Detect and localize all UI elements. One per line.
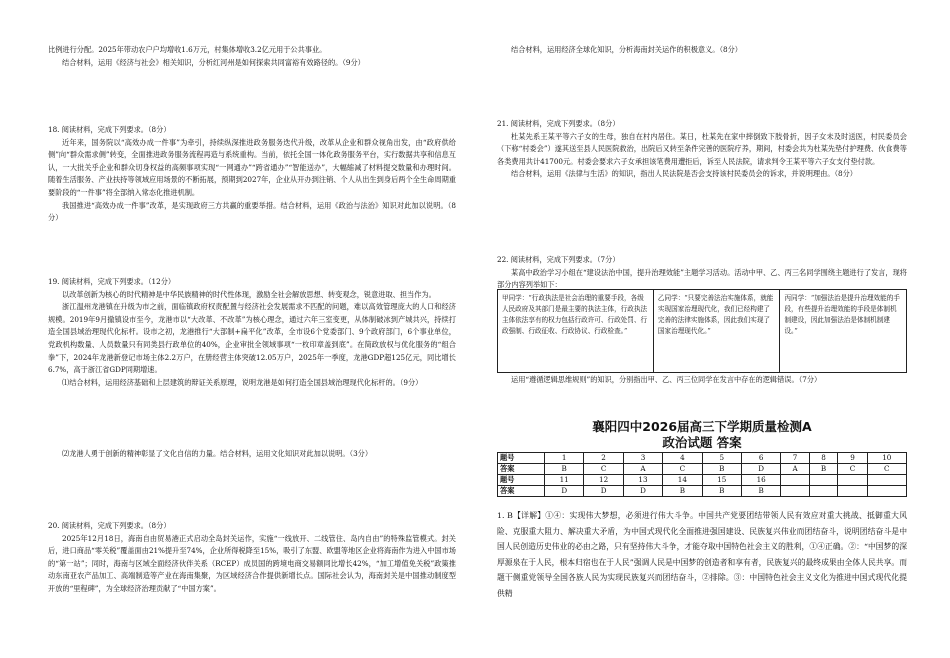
- table-cell: 8: [809, 453, 838, 464]
- question-title: 18. 阅读材料，完成下列要求。（8分）: [48, 125, 171, 134]
- table-cell: 9: [838, 453, 867, 464]
- table-cell: B: [809, 464, 838, 475]
- question-title: 19. 阅读材料，完成下列要求。（12分）: [48, 277, 176, 286]
- table-cell: 3: [623, 453, 662, 464]
- table-cell: C: [584, 464, 623, 475]
- table-header-cell: 题号: [498, 453, 545, 464]
- material-paragraph: 近年来，国务院以“高效办成一件事”为牵引，持续纵深推进政务服务迭代升级，改革从企业和群众视角出发，由“政府供给侧”向“群众需求侧”转变，全面推进政务服务流程再造与系统重构。当前，依托全国一体化政务服务平台，实行数据共享和信息互认，一大批关乎企业和群众切身权益的高频事项实现“一网通办”“跨省通办”“智能送办”，大幅缩减了材料提交数量和办理时间。随着生活服务、产业扶持等领域应用场景的不断拓展，预期到2027年，企业从开办到注销、个人从出生到身后两个全生命周期重要阶段的“一件事”将全部纳入常态化推进机制。: [48, 137, 456, 197]
- table-cell: C: [838, 464, 867, 475]
- table-cell: D: [741, 464, 780, 475]
- table-cell: [809, 475, 838, 486]
- sub-question: ⑵龙港人勇于创新的精神彰显了文化自信的力量。结合材料，运用文化知识对此加以说明。（3分）: [62, 449, 373, 458]
- question-22: [497, 254, 907, 292]
- table-header-cell: 题号: [498, 475, 545, 486]
- table-cell: B: [663, 486, 702, 497]
- table-cell: 1: [545, 453, 584, 464]
- table-cell: 12: [584, 475, 623, 486]
- table-cell: 14: [663, 475, 702, 486]
- material-paragraph: 以改革创新为核心的时代精神是中华民族精神的时代性体现，激励全社会解放思想、转变观念，锐意进取、担当作为。: [62, 289, 436, 299]
- table-header-cell: 答案: [498, 464, 545, 475]
- answer-table: [497, 452, 907, 497]
- text-line: 比例进行分配。2025年带动农户户均增收1.6万元，村集体增收3.2亿元用于公共事业。: [48, 45, 327, 54]
- table-cell: [781, 486, 809, 497]
- right-top-text: [497, 44, 907, 57]
- statement-jia: 甲同学：“行政执法是社会治理的重要手段，各级人民政府及其部门是最主要的执法主体，行政执法主体依法享有的权力包括行政许可、行政处罚、行政强制、行政征收、行政协议、行政检查。”: [502, 294, 648, 335]
- student-statements-box: [497, 289, 907, 373]
- table-cell: B: [702, 486, 741, 497]
- table-cell: 11: [545, 475, 584, 486]
- table-cell: D: [584, 486, 623, 497]
- table-cell: D: [545, 486, 584, 497]
- material-paragraph: 杜某先系王某平等六子女的生母，独自在村内居住。某日，杜某先在家中摔倒致下肢骨折，因子女未及时送医，村民委员会（下称“村委会”）遂其送至县人民医院救治，出院后又转至条件完善的医院疗养，期间，村委会共为杜某先垫付护理费、伙食费等各类费用共计41700元。村委会要求六子女承担该笔费用遭拒后，诉至人民法院，请求判令王某平等六子女支付垫付款。: [497, 131, 907, 166]
- question-21: [497, 118, 907, 181]
- table-cell: B: [741, 486, 780, 497]
- explanation-paragraph: 1. B【详解】①④：实现伟大梦想，必须进行伟大斗争。中国共产党要团结带领人民有效应对重大挑战、抵御重大风险、克服重大阻力、解决重大矛盾，为中国式现代化全面推进强国建设、民族复兴伟业而团结奋斗，说明团结奋斗是中国人民创造历史伟业的必由之路，只有坚持伟大斗争，才能夺取中国特色社会主义的胜利，①④正确。②：“中国梦的深厚源泉在于人民，根本归宿也在于人民”强调人民是中国梦的创造者和享有者，民族复兴的最终成果由全体人民共享。而题干侧重党领导全国各族人民为实现民族复兴而团结奋斗，②排除。③：中国特色社会主义文化为推进中国式现代化提供精: [497, 511, 907, 598]
- table-cell: 16: [741, 475, 780, 486]
- question-19: [48, 276, 456, 389]
- table-cell: A: [781, 464, 809, 475]
- question-20: [48, 520, 456, 596]
- table-cell: [809, 486, 838, 497]
- material-paragraph: 某高中政治学习小组在“建设法治中国，提升治理效能”主题学习活动。活动中甲、乙、丙三名同学围绕主题进行了发言，现将部分内容列举如下：: [497, 267, 907, 290]
- table-cell: [867, 486, 906, 497]
- table-header-cell: 答案: [498, 486, 545, 497]
- table-cell: B: [545, 464, 584, 475]
- table-row: [498, 486, 907, 497]
- table-row: [498, 464, 907, 475]
- exam-subtitle: 政治试题 答案: [662, 435, 742, 450]
- table-cell: 10: [867, 453, 906, 464]
- question-prompt: 结合材料，运用《法律与生活》的知识，指出人民法院是否会支持该村民委员会的诉求，并说明理由。（8分）: [511, 169, 857, 179]
- question-prompt: 我国推进“高效办成一件事”改革，是实现政府三方共赢的重要举措。结合材料，运用《政治与法治》知识对此加以说明。（8分）: [48, 200, 456, 223]
- question-19-sub2: [48, 448, 456, 461]
- table-cell: [838, 486, 867, 497]
- question-22-prompt: [497, 374, 907, 387]
- material-paragraph: 浙江温州龙港镇在升级为市之前，面临镇政府权责配置与经济社会发展需求不匹配的问题，难以高效管理庞大的人口和经济规模。2019年9月撤镇设市至今，龙港市以“大改革、不改革”为核心理念，通过六年三室变更，从体制破冰到产城共兴，持续打造全国县域治理现代化标杆。设市之初，龙港推行“大部制+扁平化”改革，全市设6个党委部门、9个政府部门，6个事业单位，党政机构数量、人员数量只有同类县行政单位的40%，企业审批全领域事项“一枚印章盖到底”。在简政放权与优化服务的“组合拳”下，2024年龙港新登记市场主体2.2万户，在册经营主体突破12.05万户，2025年一季度，龙港GDP超125亿元，同比增长6.7%，高于浙江省GDP同期增速。: [48, 302, 456, 375]
- table-cell: D: [623, 486, 662, 497]
- answer-explanation: [497, 508, 907, 601]
- question-prompt: 结合材料，运用《经济与社会》相关知识，分析红河州是如何探索共同富裕有效路径的。（9分）: [62, 57, 365, 67]
- table-cell: 5: [702, 453, 741, 464]
- table-cell: C: [867, 464, 906, 475]
- table-cell: 6: [741, 453, 780, 464]
- question-title: 20. 阅读材料，完成下列要求。（8分）: [48, 521, 171, 530]
- table-row: [498, 453, 907, 464]
- exam-title: 襄阳四中2026届高三下学期质量检测A: [592, 419, 812, 434]
- table-cell: [867, 475, 906, 486]
- table-cell: 2: [584, 453, 623, 464]
- statement-bing: 丙同学：“加强法治是提升治理效能的手段，有些提升治理效能的手段是体制机制建设，因此加强法治是体制机制建设。”: [779, 290, 906, 372]
- table-cell: B: [702, 464, 741, 475]
- table-cell: A: [623, 464, 662, 475]
- question-prompt: 结合材料，运用经济全球化知识，分析海南封关运作的积极意义。（8分）: [511, 45, 742, 54]
- material-paragraph: 2025年12月18日，海南自由贸易港正式启动全岛封关运作，实施“一线放开、二线管住、岛内自由”的特殊监管模式。封关后，进口商品“零关税”覆盖面由21%提升至74%，企业所得税降至15%，吸引了东盟、欧盟等地区企业将海南作为进入中国市场的“第一站”；同时，海南与区域全面经济伙伴关系（RCEP）成员国的跨境电商交易额同比增长42%，“加工增值免关税”政策推动东南亚农产品加工、高端制造等产业在海南集聚，为区域经济合作提供新增长点。国际社会认为，海南封关是中国推动制度型开放的“里程碑”，为全球经济治理贡献了“中国方案”。: [48, 533, 456, 593]
- table-cell: C: [663, 464, 702, 475]
- table-cell: 4: [663, 453, 702, 464]
- statement-yi: 乙同学：“只要完善法治实施体系，就能实现国家治理现代化，我们已经构建了完善的法律实施体系，因此我们实现了国家治理现代化。”: [653, 290, 780, 372]
- table-cell: [781, 475, 809, 486]
- question-18: [48, 124, 456, 225]
- table-cell: 7: [781, 453, 809, 464]
- left-top-text: [48, 44, 456, 69]
- table-row: [498, 475, 907, 486]
- table-cell: [838, 475, 867, 486]
- question-prompt: 运用“遵循逻辑思维规则”的知识，分别指出甲、乙、丙三位同学在发言中存在的逻辑错误。（7分）: [511, 375, 822, 384]
- sub-question: ⑴结合材料，运用经济基础和上层建筑的辩证关系原理，说明龙港是如何打造全国县域治理现代化标杆的。（9分）: [62, 377, 423, 387]
- question-title: 21. 阅读材料，完成下列要求。（8分）: [497, 119, 620, 128]
- table-cell: 13: [623, 475, 662, 486]
- question-title: 22. 阅读材料，完成下列要求。（7分）: [497, 255, 620, 264]
- table-cell: 15: [702, 475, 741, 486]
